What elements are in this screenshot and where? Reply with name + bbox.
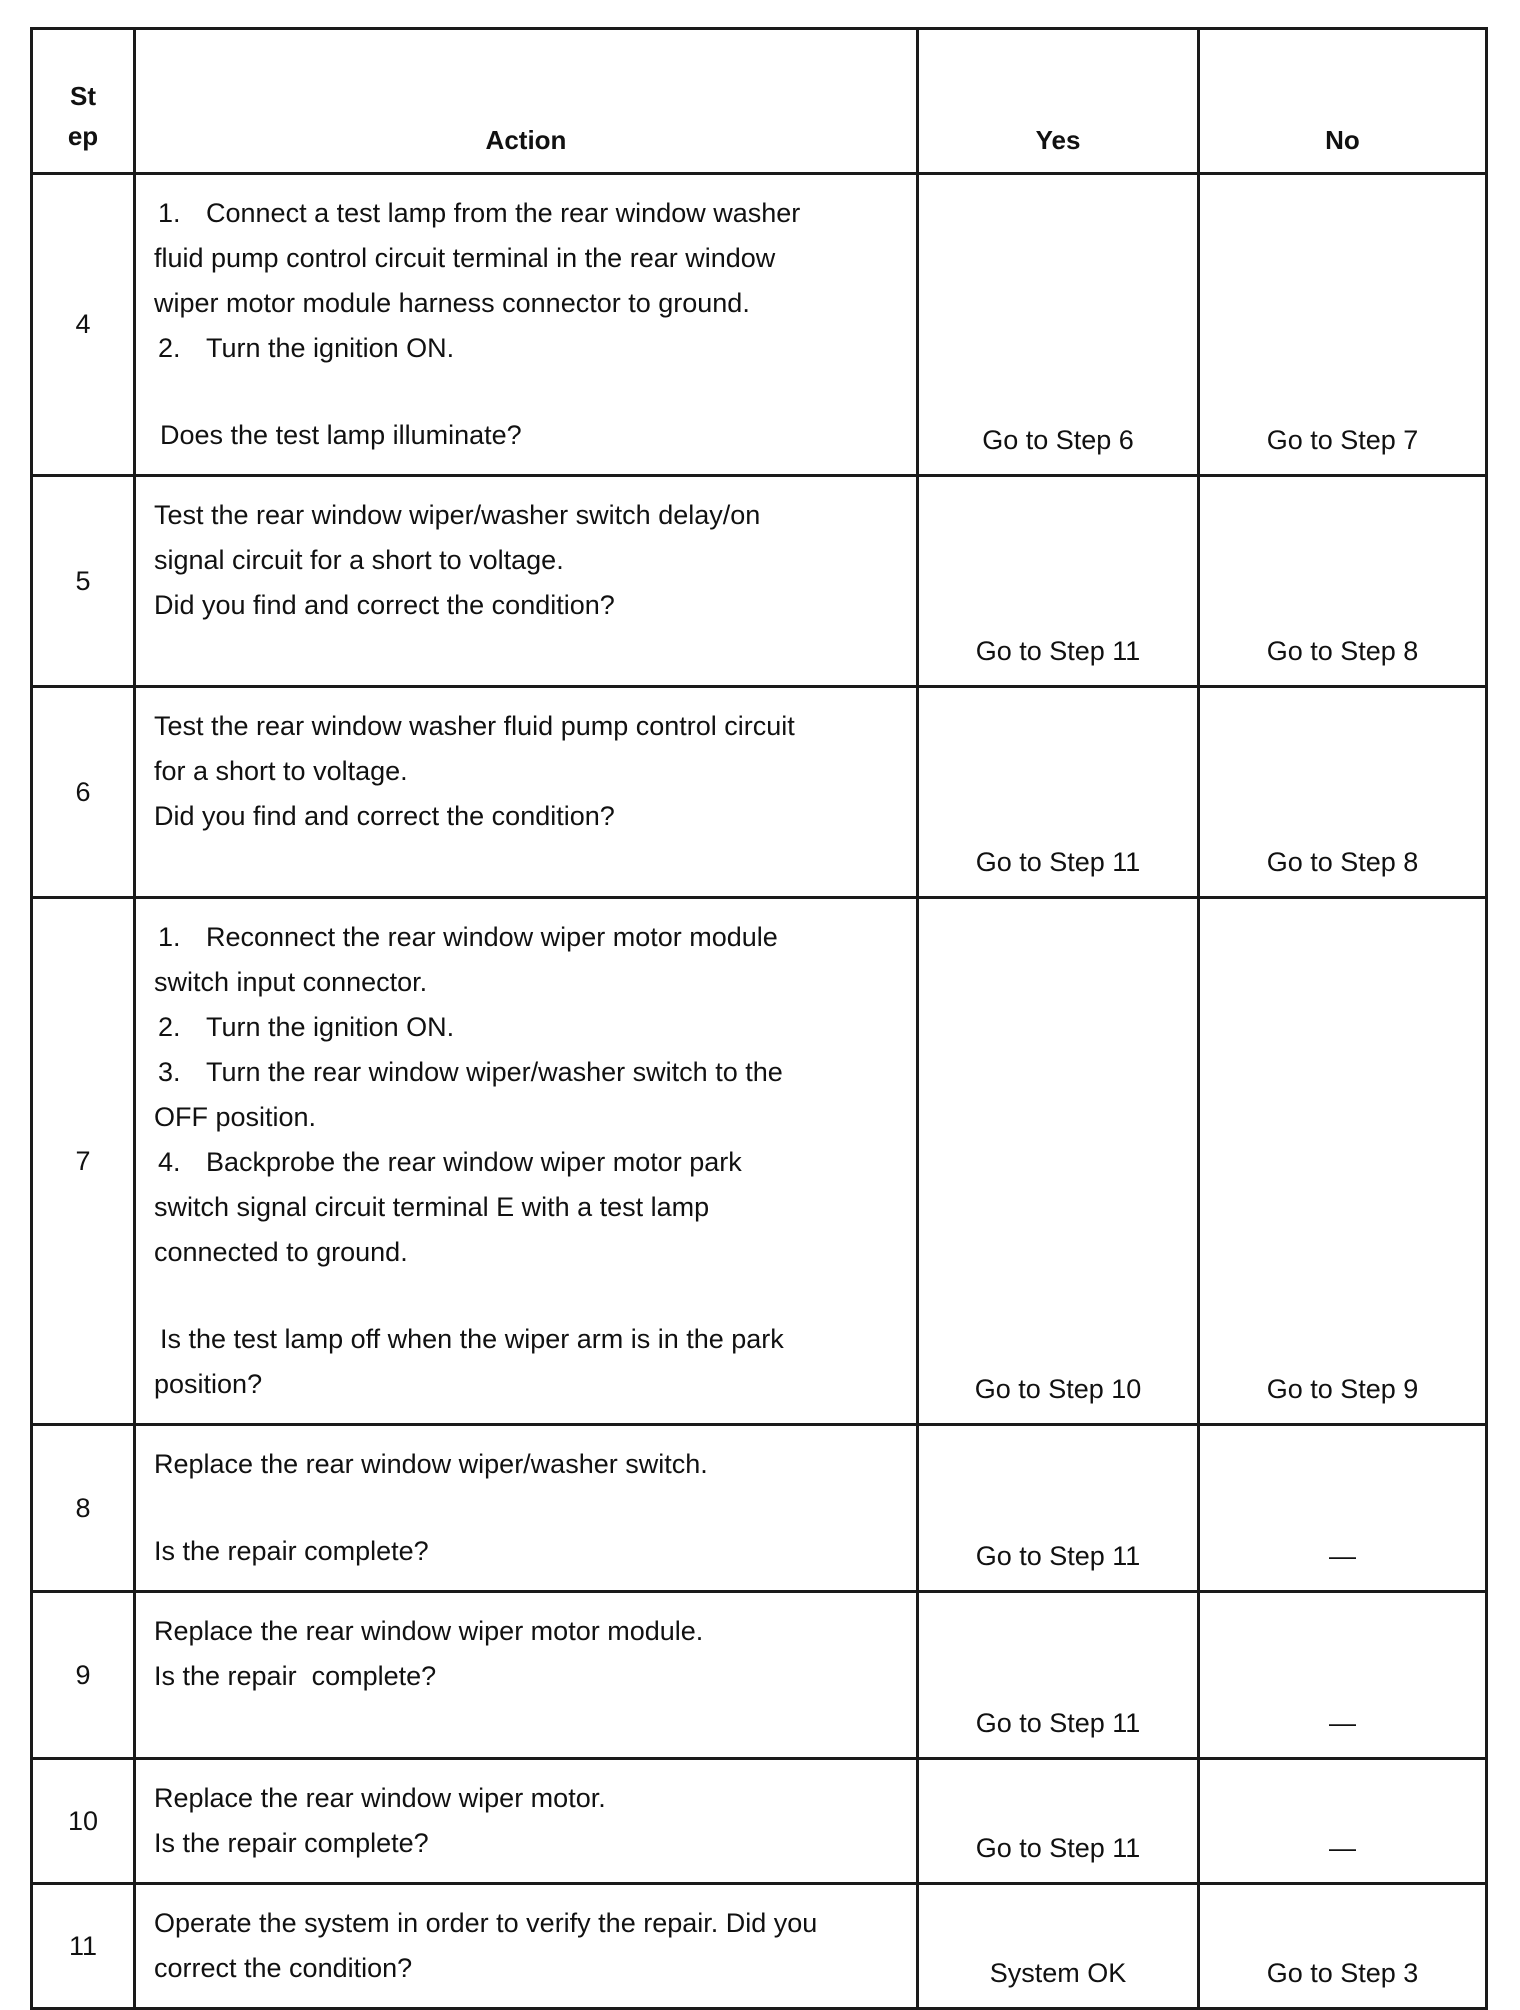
action-cell: 1. Reconnect the rear window wiper motor module switch input connector. 2. Turn the ignition ON. 3. Turn the rear window wiper/washer switch to the OFF position. 4. Backprobe the rear window wiper motor park switch signal circuit terminal E with a test lamp connected to ground. Is the test lamp off when the wiper arm is in the park position? — [135, 898, 918, 1425]
action-cell: Replace the rear window wiper motor. Is the repair complete? — [135, 1759, 918, 1884]
step-number: 6 — [32, 687, 135, 898]
no-cell: — — [1199, 1425, 1487, 1592]
yes-cell: Go to Step 10 — [918, 898, 1199, 1425]
diagnostic-table — [30, 27, 1488, 2010]
step-number: 11 — [32, 1884, 135, 2009]
table-row — [32, 1884, 1487, 2009]
header-row — [32, 29, 1487, 174]
no-cell: Go to Step 9 — [1199, 898, 1487, 1425]
action-cell: 1. Connect a test lamp from the rear window washer fluid pump control circuit terminal in the rear window wiper motor module harness connector to ground. 2. Turn the ignition ON. Does the test lamp illuminate? — [135, 174, 918, 476]
yes-cell: Go to Step 11 — [918, 1425, 1199, 1592]
table-row — [32, 174, 1487, 476]
action-cell: Test the rear window washer fluid pump control circuit for a short to voltage. Did you find and correct the condition? — [135, 687, 918, 898]
no-cell: Go to Step 7 — [1199, 174, 1487, 476]
table-row — [32, 1759, 1487, 1884]
step-number: 4 — [32, 174, 135, 476]
no-cell: — — [1199, 1759, 1487, 1884]
header-step: St ep — [32, 29, 135, 174]
step-number: 9 — [32, 1592, 135, 1759]
action-cell: Replace the rear window wiper motor module. Is the repair complete? — [135, 1592, 918, 1759]
yes-cell: Go to Step 11 — [918, 687, 1199, 898]
no-cell: Go to Step 8 — [1199, 476, 1487, 687]
action-cell: Replace the rear window wiper/washer switch. Is the repair complete? — [135, 1425, 918, 1592]
table-row — [32, 1592, 1487, 1759]
table-row — [32, 898, 1487, 1425]
no-cell: Go to Step 3 — [1199, 1884, 1487, 2009]
table-row — [32, 1425, 1487, 1592]
yes-cell: Go to Step 6 — [918, 174, 1199, 476]
yes-cell: Go to Step 11 — [918, 1759, 1199, 1884]
step-number: 10 — [32, 1759, 135, 1884]
step-number: 8 — [32, 1425, 135, 1592]
table-row — [32, 687, 1487, 898]
action-cell: Test the rear window wiper/washer switch delay/on signal circuit for a short to voltage. Did you find and correct the condition? — [135, 476, 918, 687]
step-number: 5 — [32, 476, 135, 687]
yes-cell: System OK — [918, 1884, 1199, 2009]
header-yes: Yes — [918, 29, 1199, 174]
header-no: No — [1199, 29, 1487, 174]
step-number: 7 — [32, 898, 135, 1425]
no-cell: Go to Step 8 — [1199, 687, 1487, 898]
action-cell: Operate the system in order to verify the repair. Did you correct the condition? — [135, 1884, 918, 2009]
yes-cell: Go to Step 11 — [918, 476, 1199, 687]
table-row — [32, 476, 1487, 687]
yes-cell: Go to Step 11 — [918, 1592, 1199, 1759]
header-action: Action — [135, 29, 918, 174]
no-cell: — — [1199, 1592, 1487, 1759]
